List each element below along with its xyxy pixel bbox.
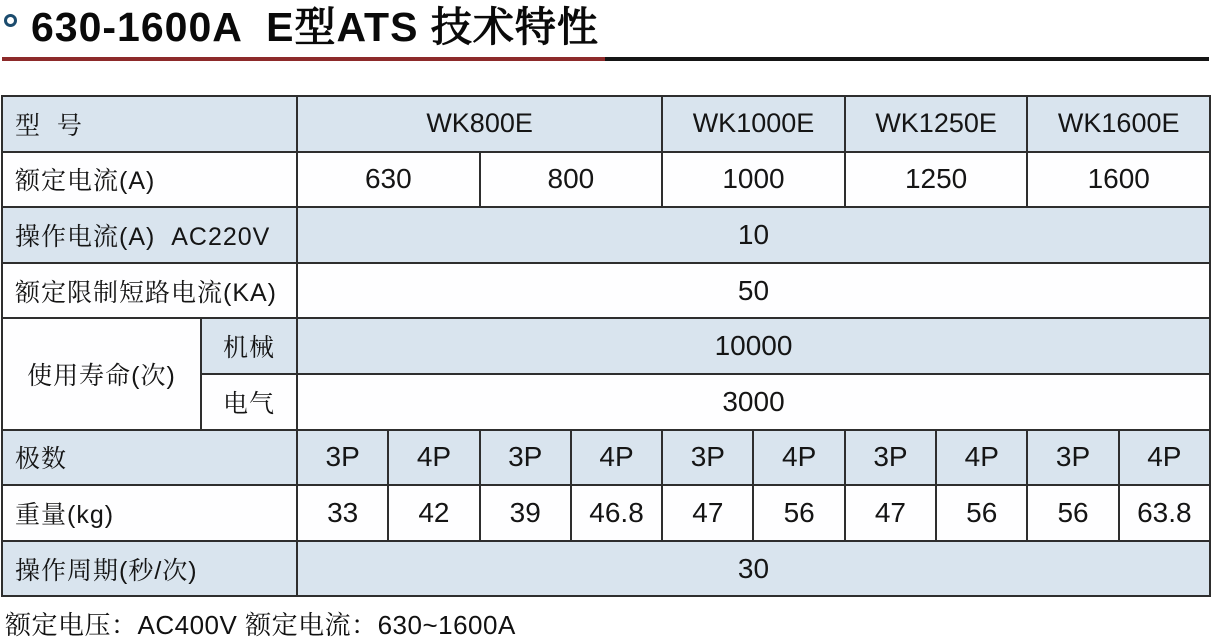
cycle-label: 操作周期(秒/次) (2, 541, 297, 597)
rated-current-label: 额定电流(A) (2, 152, 297, 208)
poles-cell: 4P (571, 430, 662, 486)
mechanical-label: 机械 (201, 318, 297, 374)
row-operating-current (2, 207, 1210, 263)
weight-cell: 39 (480, 485, 571, 541)
poles-cell: 3P (845, 430, 936, 486)
poles-cell: 3P (297, 430, 388, 486)
electrical-label: 电气 (201, 374, 297, 430)
operating-current-label: 操作电流(A) AC220V (2, 207, 297, 263)
page-title: 630-1600A E型ATS 技术特性 (31, 4, 599, 50)
poles-cell: 4P (753, 430, 844, 486)
weight-cell: 56 (936, 485, 1027, 541)
model-wk1250e-cell: WK1250E (845, 96, 1028, 152)
model-wk800e-cell: WK800E (297, 96, 662, 152)
weight-cell: 56 (1027, 485, 1118, 541)
poles-cell: 4P (936, 430, 1027, 486)
electrical-value: 3000 (297, 374, 1210, 430)
operating-current-value: 10 (297, 207, 1210, 263)
service-life-label: 使用寿命(次) (2, 318, 201, 429)
short-circuit-value: 50 (297, 263, 1210, 319)
poles-cell: 3P (1027, 430, 1118, 486)
row-rated-current (2, 152, 1210, 208)
bullet-circle-icon (4, 14, 17, 27)
title-underline-red (2, 57, 605, 61)
model-wk1000e-cell: WK1000E (662, 96, 845, 152)
rated-current-cell: 1000 (662, 152, 845, 208)
mechanical-value: 10000 (297, 318, 1210, 374)
row-cycle (2, 541, 1210, 597)
rated-current-cell: 800 (480, 152, 663, 208)
row-poles (2, 430, 1210, 486)
weight-cell: 47 (845, 485, 936, 541)
poles-cell: 4P (1119, 430, 1210, 486)
poles-cell: 4P (388, 430, 479, 486)
rated-current-cell: 630 (297, 152, 480, 208)
weight-cell: 56 (753, 485, 844, 541)
weight-cell: 33 (297, 485, 388, 541)
weight-label: 重量(kg) (2, 485, 297, 541)
weight-cell: 47 (662, 485, 753, 541)
model-wk1600e-cell: WK1600E (1027, 96, 1210, 152)
row-life-mechanical (2, 318, 1210, 374)
weight-cell: 46.8 (571, 485, 662, 541)
row-weight (2, 485, 1210, 541)
row-short-circuit (2, 263, 1210, 319)
model-row-label: 型 号 (2, 96, 297, 152)
poles-cell: 3P (662, 430, 753, 486)
rated-current-cell: 1250 (845, 152, 1028, 208)
poles-label: 极数 (2, 430, 297, 486)
cycle-value: 30 (297, 541, 1210, 597)
footer-note: 额定电压：AC400V 额定电流：630~1600A (5, 610, 516, 640)
title-underline-black (605, 57, 1209, 61)
weight-cell: 63.8 (1119, 485, 1210, 541)
row-model (2, 96, 1210, 152)
spec-table (1, 95, 1211, 597)
rated-current-cell: 1600 (1027, 152, 1210, 208)
weight-cell: 42 (388, 485, 479, 541)
poles-cell: 3P (480, 430, 571, 486)
short-circuit-label: 额定限制短路电流(KA) (2, 263, 297, 319)
